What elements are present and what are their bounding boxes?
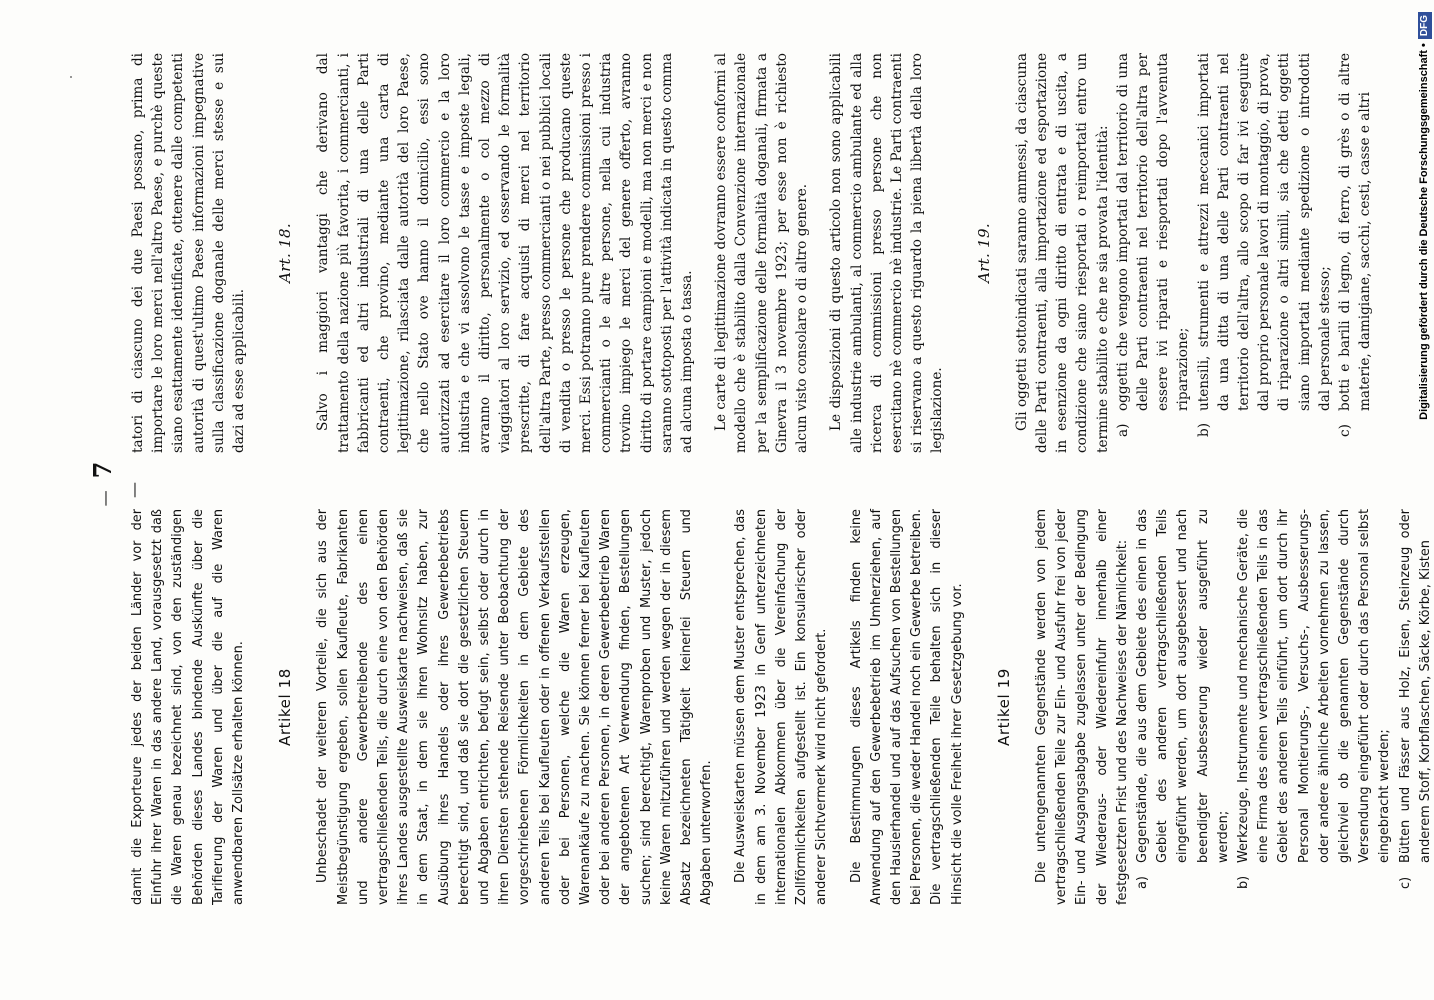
german-column	[128, 509, 1434, 905]
italian-art18-paragraph-2: Le carte di legittimazione dovranno essere conformi al modello che è stabilito dalla Convenzione internazionale per la semplificazione delle formalità doganali, firmata a Ginevra il 3 novembre 1923; per esse non è richiesto alcun visto consolare o di altro genere.	[713, 53, 811, 453]
item-text: Gegenstände, die aus dem Gebiete des einen in das Gebiet des anderen vertragschließenden Teils eingeführt werden, um dort ausgebessert und nach beendigter Ausbesserung wieder ausgeführt zu werden;	[1134, 509, 1231, 863]
italian-art19-title: Art. 19.	[974, 223, 993, 283]
italian-intro: tatori di ciascuno dei due Paesi possano, prima di importare le loro merci nell'altro Paese, e purchè queste siano esattamente identificate, ottenere dalle competenti autorità di quest'ultimo Paese informazioni impegnative sulla classificazione doganale delle merci stesse e sui dazi ad esse applicabili.	[130, 53, 248, 453]
italian-art19-paragraph-1: Gli oggetti sottoindicati saranno ammessi, da ciascuna delle Parti contraenti, alla importazione ed esportazione in esenzione da ogni diritto di entrata e di uscita, a condizione che siano riesportati o reimportati entro un termine stabilito e che ne sia provata l'identità:	[1013, 53, 1111, 453]
german-art19-paragraph-1: Die untengenannten Gegenstände werden von jedem vertragschließenden Teile zur Ein- und Ausfuhr frei von jeder Ein- und Ausgangsabgabe zugelassen unter der Bedingung der Wiederaus- oder Wiedereinfuhr innerhalb einer festgesetzten Frist und des Nachweises der Nämlichkeit:	[1033, 509, 1130, 905]
item-label: c)	[1397, 876, 1413, 889]
item-label: b)	[1195, 422, 1212, 437]
item-label: a)	[1134, 876, 1150, 889]
german-art18-paragraph-3: Die Bestimmungen dieses Artikels finden keine Anwendung auf den Gewerbebetrieb im Umherziehen, auf den Hausierhandel und auf das Aufsuchen von Bestellungen bei Personen, die weder Handel noch ein Gewerbe betreiben. Die vertragschließenden Teile behalten sich in dieser Hinsicht die volle Freiheit ihrer Gesetzgebung vor.	[848, 509, 965, 905]
item-text: Werkzeuge, Instrumente und mechanische Geräte, die eine Firma des einen vertragschließenden Teils in das Gebiet des anderen Teils einführt, um dort durch ihr Personal Montierungs-, Versuchs-, Ausbesserungs- oder andere ähnliche Arbeiten vornehmen zu lassen, gleichviel ob die genannten Gegenstände durch Versendung eingeführt oder durch das Personal selbst eingebracht werden;	[1235, 509, 1393, 863]
digitization-credit-strip	[1410, 0, 1434, 1000]
german-intro: damit die Exporteure jedes der beiden Länder vor der Einfuhr ihrer Waren in das andere Land, vorausgesetzt daß die Waren genau bezeichnet sind, von den zuständigen Behörden dieses Landes bindende Auskünfte über die Tarifierung der Waren und über die auf die Waren anwendbaren Zollsätze erhalten können.	[130, 509, 247, 905]
german-art18-title: Artikel 18	[276, 668, 295, 746]
item-label: a)	[1114, 423, 1131, 437]
italian-art18-paragraph-3: Le disposizioni di questo articolo non sono applicabili alle industrie ambulanti, al commercio ambulante ed alla ricerca di commissioni presso persone che non esercitano nè commercio nè industrie. Le Parti contraenti si riservano a questo riguardo la piena libertà della loro legislazione.	[828, 53, 946, 453]
digitization-credit	[1412, 0, 1434, 1000]
item-text: oggetti che vengono importati dal territorio di una delle Parti contraenti nel territorio dell'altra per essere ivi riparati e riesportati dopo l'avvenuta riparazione;	[1114, 53, 1192, 411]
item-text: botti e barili di legno, di ferro, di grès o di altre materie, damigiane, sacchi, cesti, casse e altri	[1336, 53, 1374, 411]
german-art18-paragraph-1: Unbeschadet der weiteren Vorteile, die sich aus der Meistbegünstigung ergeben, sollen Kaufleute, Fabrikanten und andere Gewerbetreibende des einen vertragschließenden Teils, die durch eine von den Behörden ihres Landes ausgestellte Ausweiskarte nachweisen, daß sie in dem Staat, in dem sie ihren Wohnsitz haben, zur Ausübung ihres Handels oder ihres Gewerbebetriebs berechtigt sind, und daß sie dort die gesetzlichen Steuern und Abgaben entrichten, befugt sein, selbst oder durch in ihren Diensten stehende Reisende unter Beobachtung der vorgeschriebenen Förmlichkeiten in dem Gebiete des anderen Teils bei Kaufleuten oder in offenen Verkaufsstellen oder bei Personen, welche die Waren erzeugen, Warenankäufe zu machen. Sie können ferner bei Kaufleuten oder bei anderen Personen, in deren Gewerbebetrieb Waren der angebotenen Art Verwendung finden, Bestellungen suchen; sind berechtigt, Warenproben und Muster, jedoch keine Waren mitzuführen und werden wegen der in diesem Absatz bezeichneten Tätigkeit keinerlei Steuern und Abgaben unterworfen.	[315, 509, 715, 905]
italian-art19-item-a	[1113, 53, 1194, 453]
german-art19-title: Artikel 19	[994, 668, 1013, 746]
german-art19-item-b	[1234, 509, 1396, 905]
dfg-logo: DFG	[1418, 12, 1432, 39]
italian-art19-item-c	[1335, 53, 1375, 453]
page-number-dash: —	[95, 490, 114, 507]
credit-text: Digitalisierung gefördert durch die Deutsche Forschungsgemeinschaft •	[1418, 43, 1430, 420]
italian-art18-title: Art. 18.	[276, 223, 295, 283]
page-number-dash: —	[124, 482, 143, 498]
german-art19-item-a	[1133, 509, 1234, 905]
item-label: c)	[1336, 424, 1353, 437]
italian-column	[128, 53, 1375, 453]
item-text: utensili, strumenti e attrezzi meccanici importati da una ditta di una delle Parti contraenti nel territorio dell'altra, allo scopo di far ivi eseguire dal proprio personale lavori di montaggio, di prova, di riparazione o altri simili, sia che detti oggetti siano importati mediante spedizione o introdotti dal personale stesso;	[1195, 53, 1333, 411]
item-label: b)	[1235, 875, 1251, 889]
item-text: Bütten und Fässer aus Holz, Eisen, Steinzeug oder anderem Stoff, Korbflaschen, Säcke, Körbe, Kisten	[1397, 509, 1433, 863]
page-number: 7	[88, 461, 117, 479]
german-art18-paragraph-2: Die Ausweiskarten müssen dem Muster entsprechen, das in dem am 3. November 1923 in Genf unterzeichneten internationalen Abkommen über die Vereinfachung der Zollförmlichkeiten aufgestellt ist. Ein konsularischer oder anderer Sichtvermerk wird nicht gefordert.	[733, 509, 830, 905]
italian-art19-item-b	[1194, 53, 1335, 453]
italian-art18-paragraph-1: Salvo i maggiori vantaggi che derivano dal trattamento della nazione più favorita, i commercianti, i fabbricanti ed altri industriali di una delle Parti contraenti, che provino, mediante una carta di legittimazione, rilasciata dalle autorità del loro Paese, che nello Stato ove hanno il domicilio, essi sono autorizzati ad esercitare il loro commercio e la loro industria e che vi assolvono le tasse e imposte legali, avranno il diritto, personalmente o col mezzo di viaggiatori al loro servizio, ed osservando le formalità prescritte, di fare acquisti di merci nel territorio dell'altra Parte, presso commercianti o nei pubblici locali di vendita o presso le persone che producano queste merci. Essi potranno pure prendere commissioni presso i commercianti o le altre persone, nella cui industria trovino impiego le merci del genere offerto, avranno diritto di portare campioni e modelli, ma non merci e non saranno sottoposti per l'attività indicata in questo comma ad alcuna imposta o tassa.	[315, 53, 696, 453]
